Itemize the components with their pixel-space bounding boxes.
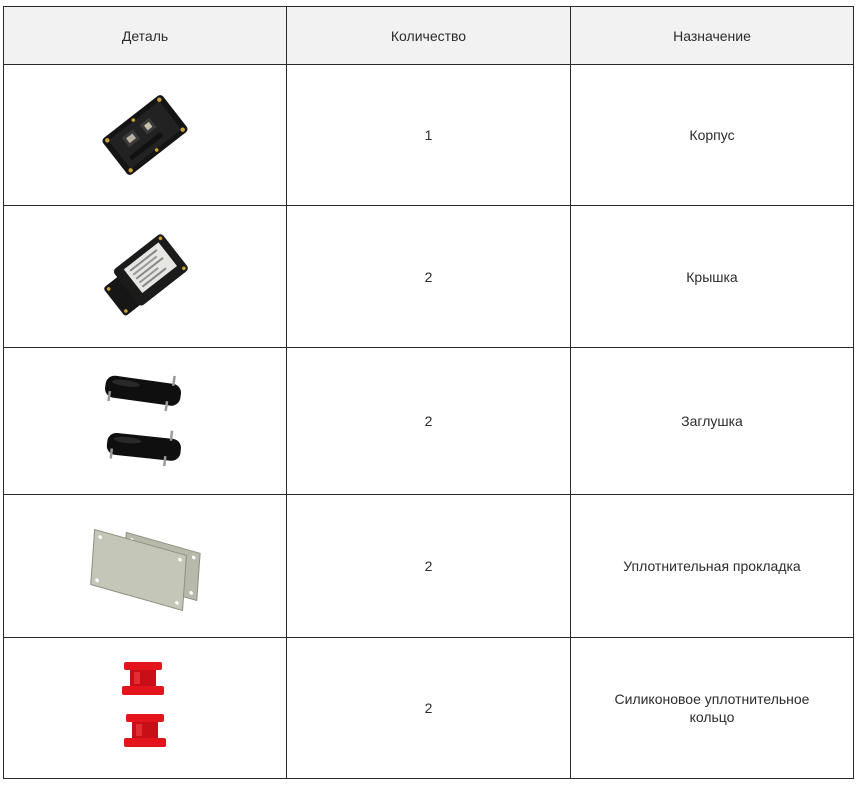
cover-image — [95, 232, 195, 322]
table-header-row — [4, 7, 854, 65]
quantity-cell: 2 — [287, 495, 571, 638]
purpose-cell — [571, 65, 854, 206]
housing-image — [95, 90, 195, 180]
header-part: Деталь — [4, 7, 287, 65]
part-image-cell — [4, 348, 287, 495]
part-image-cell — [4, 206, 287, 348]
table-row — [4, 65, 854, 206]
purpose-label: Силиконовое уплотнительное кольцо — [614, 691, 810, 725]
purpose-label: Корпус — [689, 127, 735, 143]
purpose-label: Крышка — [686, 268, 738, 285]
purpose-label: Уплотнительная прокладка — [623, 558, 801, 574]
quantity-cell: 2 — [287, 638, 571, 779]
table-row — [4, 348, 854, 495]
header-purpose: Назначение — [571, 7, 854, 65]
purpose-cell — [571, 638, 854, 779]
gasket-image — [80, 516, 210, 616]
part-image-cell — [4, 495, 287, 638]
table-row — [4, 638, 854, 779]
table-row — [4, 495, 854, 638]
quantity-cell: 2 — [287, 348, 571, 495]
quantity-cell: 2 — [287, 206, 571, 348]
purpose-cell — [571, 348, 854, 495]
header-quantity: Количество — [287, 7, 571, 65]
plug-image — [95, 366, 195, 476]
parts-table — [3, 6, 854, 779]
part-image-cell — [4, 65, 287, 206]
purpose-cell — [571, 206, 854, 348]
table-row — [4, 206, 854, 348]
silicone-ring-image — [110, 658, 180, 758]
purpose-cell — [571, 495, 854, 638]
part-image-cell — [4, 638, 287, 779]
quantity-cell: 1 — [287, 65, 571, 206]
purpose-label: Заглушка — [681, 413, 743, 429]
